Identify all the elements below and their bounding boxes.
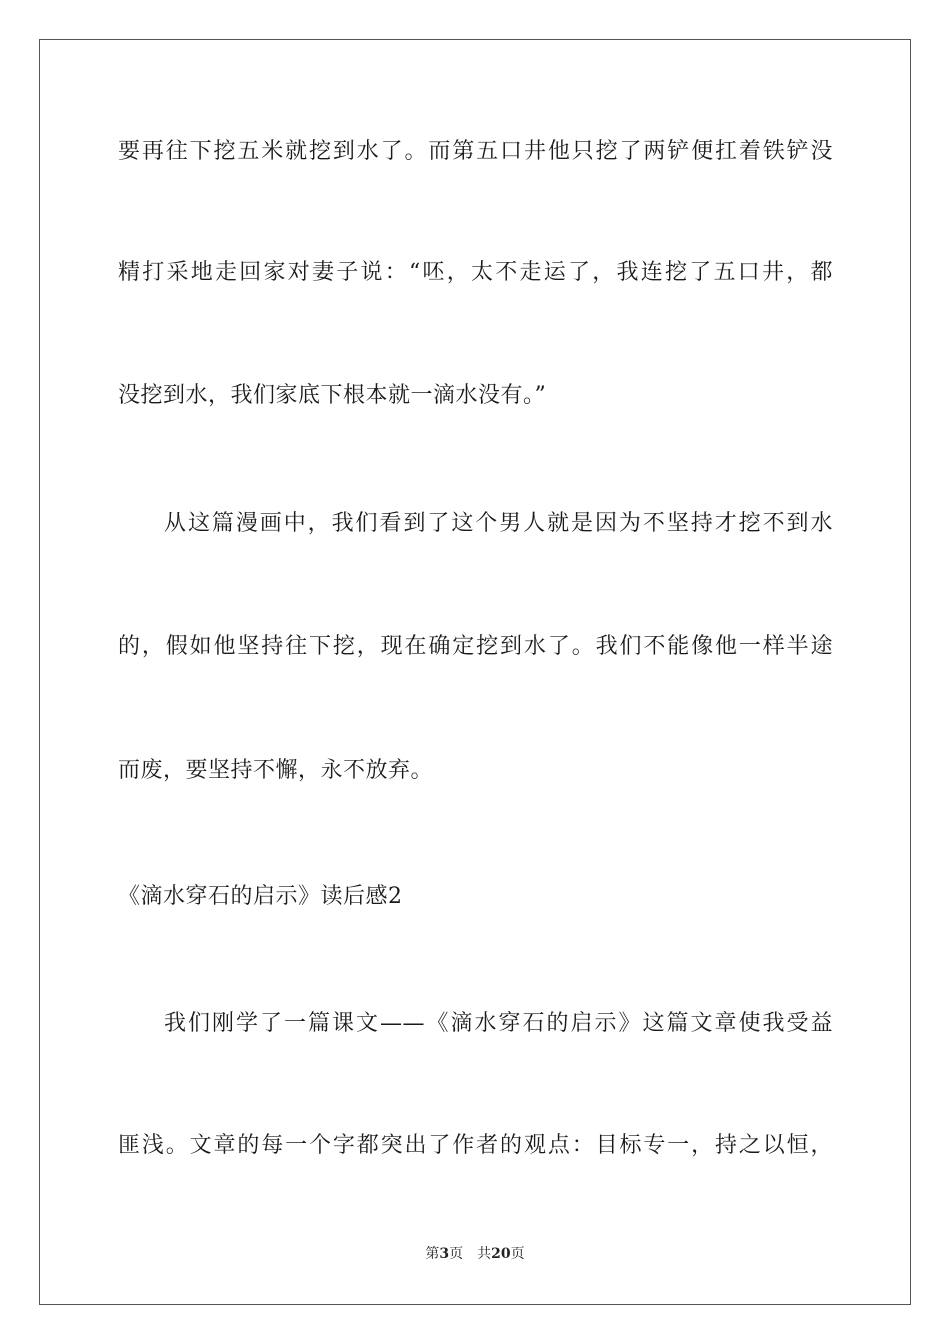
footer-total-suffix: 页: [510, 1246, 525, 1262]
text-line: 要再往下挖五米就挖到水了。而第五口井他只挖了两铲便扛着铁铲没: [118, 139, 833, 164]
page-border: [39, 39, 911, 1305]
section-heading: 《滴水穿石的启示》读后感2: [118, 884, 403, 909]
footer-page-prefix: 第: [425, 1246, 440, 1262]
footer-page-number: 3: [439, 1246, 450, 1262]
text-line: 而废，要坚持不懈，永不放弃。: [118, 758, 434, 783]
footer-total-pages: 20: [491, 1246, 511, 1262]
text-line: 我们刚学了一篇课文——《滴水穿石的启示》这篇文章使我受益: [164, 1011, 833, 1036]
footer-total-prefix: 共: [477, 1246, 492, 1262]
text-line: 匪浅。文章的每一个字都突出了作者的观点：目标专一，持之以恒，: [118, 1133, 833, 1158]
footer-page-suffix: 页: [449, 1246, 464, 1262]
text-line: 的，假如他坚持往下挖，现在确定挖到水了。我们不能像他一样半途: [118, 634, 833, 659]
text-line: 精打采地走回家对妻子说：“呸，太不走运了，我连挖了五口井，都: [118, 260, 833, 285]
text-line: 没挖到水，我们家底下根本就一滴水没有。”: [118, 383, 547, 408]
text-line: 从这篇漫画中，我们看到了这个男人就是因为不坚持才挖不到水: [164, 511, 833, 536]
page-footer: [0, 1244, 950, 1264]
